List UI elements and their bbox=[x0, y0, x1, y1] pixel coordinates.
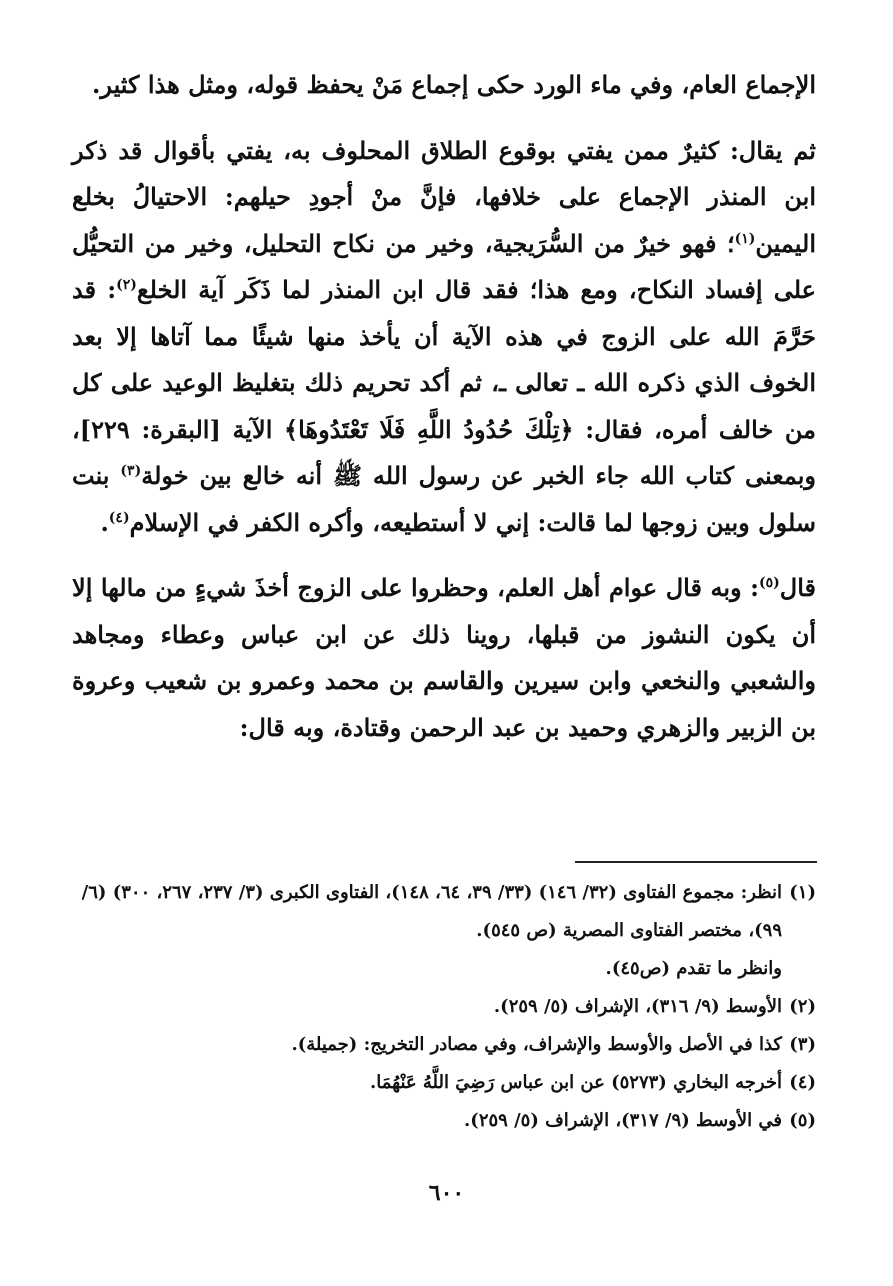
paragraph-1 bbox=[72, 62, 816, 109]
paragraph-text: : وبه قال عوام أهل العلم، وحظروا على الزوج أخذَ شيءٍ من مالها إلا أن يكون النشوز من قبلها، روينا ذلك عن ابن عباس وعطاء ومجاهد والشعبي والنخعي وابن سيرين والقاسم بن محمد وعمرو بن شعيب وعروة بن الزبير والزهري وحميد بن عبد الرحمن وقتادة، وبه قال: bbox=[72, 573, 816, 742]
footnote-1 bbox=[72, 874, 816, 950]
footnote-number: (٣) bbox=[789, 1034, 816, 1055]
page-number: ٦٠٠ bbox=[428, 1180, 465, 1206]
footnote-ref-5[interactable]: (٥) bbox=[758, 575, 780, 591]
footnote-ref-4[interactable]: (٤) bbox=[108, 509, 130, 526]
paragraph-text: . bbox=[100, 507, 109, 537]
footnote-number: (٤) bbox=[789, 1072, 816, 1093]
footnote-1-extra: وانظر ما تقدم (ص٤٥). bbox=[605, 958, 782, 979]
footnotes bbox=[72, 874, 816, 1140]
footnote-number: (١) bbox=[789, 882, 816, 903]
footnote-5 bbox=[72, 1102, 816, 1140]
footnote-number: (٥) bbox=[789, 1110, 816, 1131]
footnote-text: في الأوسط (٩/ ٣١٧)، الإشراف (٥/ ٢٥٩). bbox=[464, 1110, 782, 1131]
footnote-separator bbox=[575, 861, 817, 863]
paragraph-text: : قد حَرَّمَ الله على الزوج في هذه الآية أن يأخذ منها شيئًا مما آتاها إلا بعد الخوف الذي ذكره الله ـ تعالى ـ، ثم أكد تحريم ذلك بتغليظ الوعيد على كل من خالف أمره، فقال: ﴿تِلْكَ حُدُودُ اللَّهِ فَلَا تَعْتَدُوهَا﴾ الآية [البقرة: ٢٢٩]، وبمعنى كتاب الله جاء الخبر عن رسول الله ﷺ أنه خالع بين خولة bbox=[72, 275, 816, 490]
paragraph-text: ثم يقال: كثيرٌ ممن يفتي بوقوع الطلاق المحلوف به، يفتي بأقوال قد ذكر ابن المنذر الإجماع على خلافها، فإنَّ منْ أجودِ حيلهم: الاحتيالُ بخلع اليمين bbox=[72, 135, 816, 258]
paragraph-2 bbox=[72, 128, 816, 547]
footnote-ref-1[interactable]: (١) bbox=[734, 230, 756, 247]
main-text bbox=[72, 62, 816, 751]
footnote-2 bbox=[72, 988, 816, 1026]
paragraph-text: ؛ فهو خيرٌ من السُّرَيجية، وخير من نكاح التحليل، وخير من التحيُّل على إفساد النكاح، ومع هذا؛ فقد قال ابن المنذر لما ذَكَر آية الخلع bbox=[72, 228, 816, 304]
paragraph-3 bbox=[72, 565, 816, 751]
footnote-text: أخرجه البخاري (٥٢٧٣) عن ابن عباس رَضِيَ اللَّهُ عَنْهُمَا. bbox=[370, 1072, 782, 1093]
footnote-ref-2[interactable]: (٢) bbox=[116, 277, 137, 293]
footnote-text: الأوسط (٩/ ٣١٦)، الإشراف (٥/ ٢٥٩). bbox=[493, 996, 782, 1017]
footnote-number: (٢) bbox=[789, 996, 816, 1017]
footnote-text: كذا في الأصل والأوسط والإشراف، وفي مصادر التخريج: (جميلة). bbox=[291, 1034, 782, 1055]
paragraph-text: بنت سلول وبين زوجها لما قالت: إني لا أستطيعه، وأكره الكفر في الإسلام bbox=[72, 461, 816, 537]
footnote-3 bbox=[72, 1026, 816, 1064]
paragraph-text: الإجماع العام، وفي ماء الورد حكى إجماع مَنْ يحفظ قوله، ومثل هذا كثير. bbox=[91, 70, 816, 99]
paragraph-text: قال bbox=[779, 573, 816, 602]
footnote-text: انظر: مجموع الفتاوى (٣٢/ ١٤٦) (٣٣/ ٣٩، ٦٤، ١٤٨)، الفتاوى الكبرى (٣/ ٢٣٧، ٢٦٧، ٣٠٠) (٦/ ٩٩)، مختصر الفتاوى المصرية (ص ٥٤٥). bbox=[81, 882, 782, 941]
footnote-ref-3[interactable]: (٣) bbox=[120, 463, 142, 479]
footnote-4 bbox=[72, 1064, 816, 1102]
